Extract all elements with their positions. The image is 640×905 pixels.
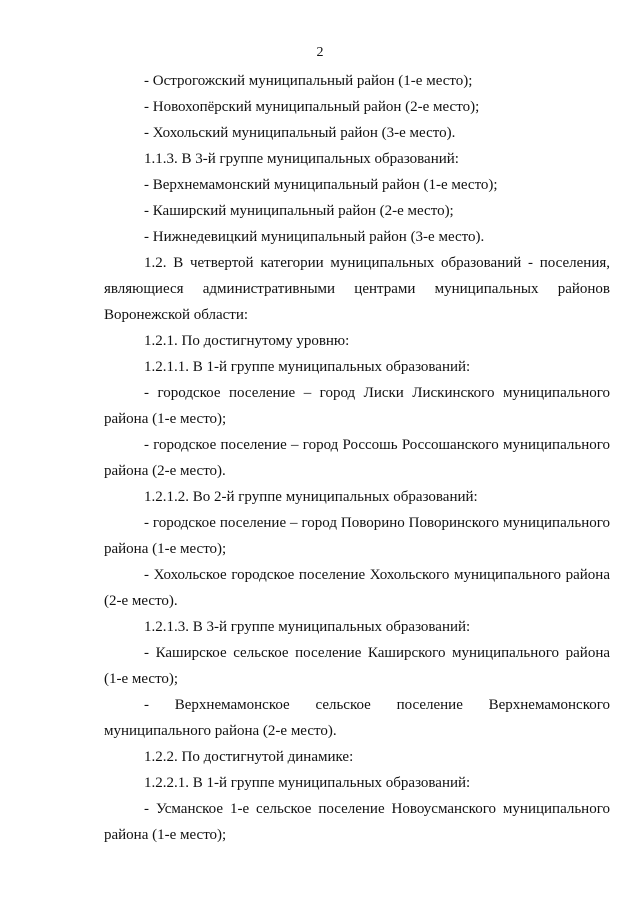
section-heading: 1.2. В четвертой категории муниципальных образований - поселения, являющиеся административными центрами муниципальных районов Воронежской области: [104, 255, 610, 323]
list-item: - городское поселение – город Россошь Россошанского муниципального района (2-е место). [104, 437, 610, 479]
list-item: - Каширский муниципальный район (2-е место); [144, 203, 454, 219]
list-item: - Верхнемамонский муниципальный район (1-е место); [144, 177, 498, 193]
section-heading: 1.2.1.2. Во 2-й группе муниципальных образований: [144, 489, 478, 505]
list-item: - Нижнедевицкий муниципальный район (3-е место). [144, 229, 485, 245]
list-item: - Каширское сельское поселение Каширского муниципального района (1-е место); [104, 645, 610, 687]
section-heading: 1.2.1.3. В 3-й группе муниципальных образований: [144, 619, 471, 635]
page-number: 2 [316, 45, 324, 60]
list-item: - Хохольский муниципальный район (3-е место). [144, 125, 456, 141]
list-item: - городское поселение – город Поворино Поворинского муниципального района (1-е место); [104, 515, 610, 557]
section-heading: 1.1.3. В 3-й группе муниципальных образований: [144, 151, 459, 167]
list-item: - Острогожский муниципальный район (1-е место); [144, 73, 473, 89]
section-heading: 1.2.1.1. В 1-й группе муниципальных образований: [144, 359, 471, 375]
list-item: - Верхнемамонское сельское поселение Верхнемамонского муниципального района (2-е место). [104, 697, 610, 739]
section-heading: 1.2.1. По достигнутому уровню: [144, 333, 350, 349]
list-item: - Новохопёрский муниципальный район (2-е место); [144, 99, 480, 115]
list-item: - Хохольское городское поселение Хохольского муниципального района (2-е место). [104, 567, 610, 609]
section-heading: 1.2.2. По достигнутой динамике: [144, 749, 354, 765]
section-heading: 1.2.2.1. В 1-й группе муниципальных образований: [144, 775, 471, 791]
list-item: - городское поселение – город Лиски Лискинского муниципального района (1-е место); [104, 385, 610, 427]
list-item: - Усманское 1-е сельское поселение Новоусманского муниципального района (1-е место); [104, 801, 610, 843]
document-body [104, 68, 610, 848]
